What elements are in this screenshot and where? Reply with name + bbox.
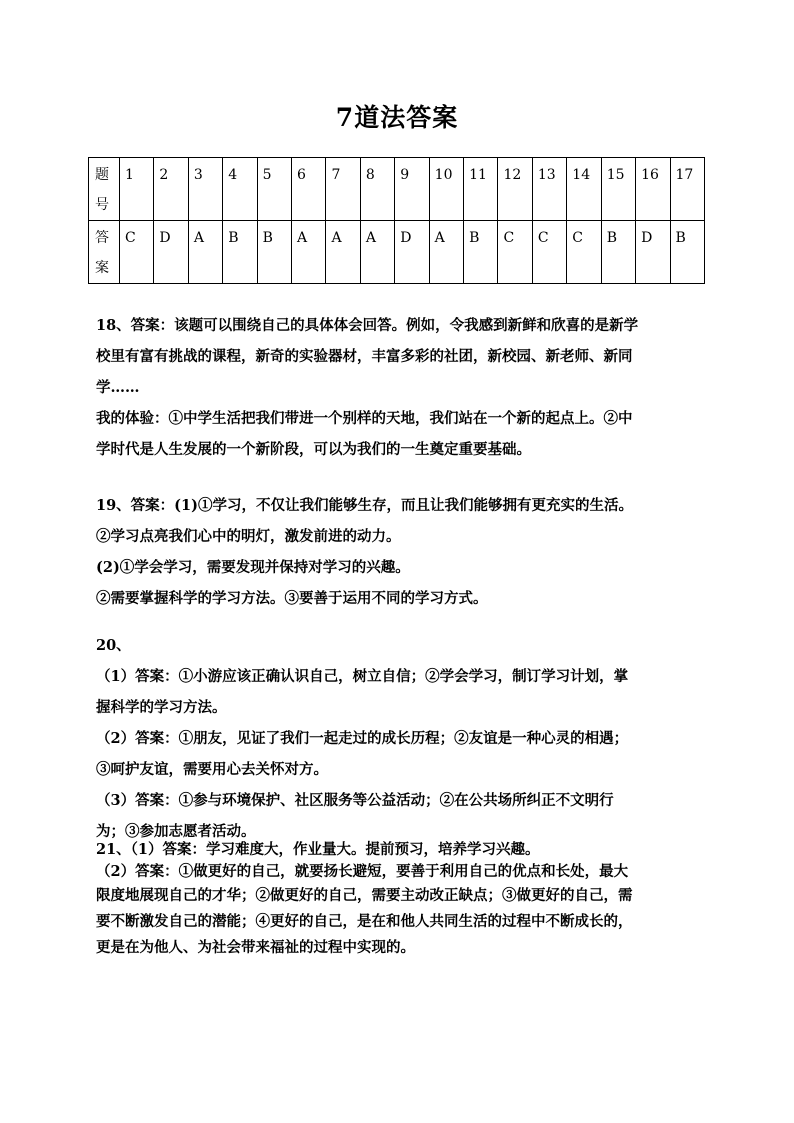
answer-cell: C	[498, 221, 532, 284]
answer-cell: A	[188, 221, 222, 284]
answer-line: （1）答案：①小游应该正确认识自己，树立自信；②学会学习，制订学习计划，掌	[96, 668, 629, 685]
answer-table	[88, 157, 705, 284]
answer-line: （2）答案：①朋友，见证了我们一起走过的成长历程；②友谊是一种心灵的相遇；	[96, 730, 629, 747]
answer-cell: C	[567, 221, 601, 284]
row-header-question-number: 题号	[89, 158, 120, 221]
answer-line: 限度地展现自己的才华；②做更好的自己，需要主动改正缺点；③做更好的自己，需	[96, 887, 633, 904]
answer-cell: A	[292, 221, 326, 284]
answer-line: 21、（1）答案：学习难度大，作业量大。提前预习，培养学习兴趣。	[96, 841, 540, 858]
question-number-cell: 12	[498, 158, 532, 221]
question-21-answer	[96, 839, 701, 961]
answer-line: 校里有富有挑战的课程，新奇的实验器材，丰富多彩的社团，新校园、新老师、新同	[96, 348, 633, 365]
question-number-cell: 1	[120, 158, 154, 221]
question-number-cell: 7	[326, 158, 360, 221]
answer-line: 我的体验：①中学生活把我们带进一个别样的天地，我们站在一个新的起点上。②中	[96, 410, 633, 427]
answer-cell: A	[429, 221, 463, 284]
answer-line: 为；③参加志愿者活动。	[96, 823, 256, 840]
table-row-numbers	[89, 158, 705, 221]
question-number-cell: 17	[670, 158, 705, 221]
answer-line: ②学习点亮我们心中的明灯，激发前进的动力。	[96, 528, 401, 545]
question-number-cell: 11	[464, 158, 498, 221]
answer-line: （2）答案：①做更好的自己，就要扬长避短，要善于利用自己的优点和长处，最大	[96, 863, 629, 880]
answer-cell: B	[257, 221, 291, 284]
answer-cell: D	[395, 221, 429, 284]
answer-line: 19、答案：(1)①学习，不仅让我们能够生存，而且让我们能够拥有更充实的生活。	[96, 497, 633, 514]
table-row-answers	[89, 221, 705, 284]
question-number-cell: 4	[223, 158, 257, 221]
page-title: 7道法答案	[335, 103, 459, 132]
question-number-cell: 16	[636, 158, 670, 221]
answer-cell: D	[636, 221, 670, 284]
answer-cell: A	[326, 221, 360, 284]
answer-line: 18、答案：该题可以围绕自己的具体体会回答。例如，令我感到新鲜和欣喜的是新学	[96, 317, 639, 334]
question-number-cell: 9	[395, 158, 429, 221]
question-number-cell: 2	[154, 158, 188, 221]
answer-line: ③呵护友谊，需要用心去关怀对方。	[96, 761, 328, 778]
question-number-cell: 15	[601, 158, 635, 221]
answer-line: 20、	[96, 637, 131, 654]
answer-cell: A	[360, 221, 394, 284]
question-number-cell: 5	[257, 158, 291, 221]
question-19-answer	[96, 490, 701, 614]
answer-cell: B	[670, 221, 705, 284]
answer-line: 更是在为他人、为社会带来福祉的过程中实现的。	[96, 939, 415, 956]
answer-line: （3）答案：①参与环境保护、社区服务等公益活动；②在公共场所纠正不文明行	[96, 792, 614, 809]
answer-line: (2)①学会学习，需要发现并保持对学习的兴趣。	[96, 559, 410, 576]
question-20-answer	[96, 630, 701, 847]
question-18-answer	[96, 310, 701, 465]
answer-cell: C	[120, 221, 154, 284]
answer-cell: B	[464, 221, 498, 284]
answer-cell: D	[154, 221, 188, 284]
question-number-cell: 8	[360, 158, 394, 221]
answer-line: ②需要掌握科学的学习方法。③要善于运用不同的学习方式。	[96, 590, 488, 607]
answer-line: 学……	[96, 379, 140, 396]
row-header-answer: 答案	[89, 221, 120, 284]
question-number-cell: 10	[429, 158, 463, 221]
question-number-cell: 6	[292, 158, 326, 221]
answer-cell: C	[532, 221, 566, 284]
question-number-cell: 14	[567, 158, 601, 221]
answer-line: 要不断激发自己的潜能；④更好的自己，是在和他人共同生活的过程中不断成长的，	[96, 913, 633, 930]
question-number-cell: 3	[188, 158, 222, 221]
answer-cell: B	[223, 221, 257, 284]
answer-cell: B	[601, 221, 635, 284]
answer-line: 握科学的学习方法。	[96, 699, 227, 716]
answer-line: 学时代是人生发展的一个新阶段，可以为我们的一生奠定重要基础。	[96, 441, 531, 458]
question-number-cell: 13	[532, 158, 566, 221]
